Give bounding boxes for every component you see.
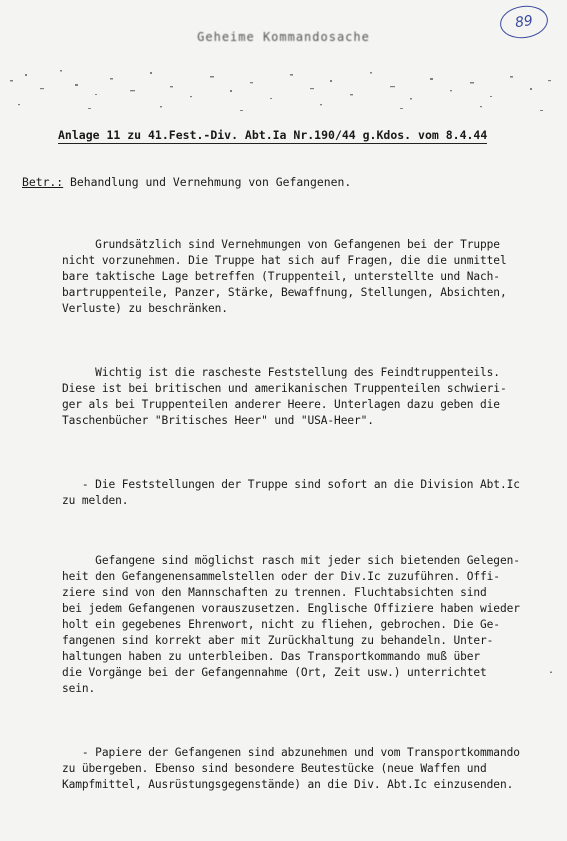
photocopy-smudge	[0, 60, 567, 124]
paragraph-unit-identification: Wichtig ist die rascheste Feststellung des Feindtruppenteils. Diese ist bei britischen und amerikanischen Truppenteilen schwieri- ger als bei Truppenteilen anderer Heere. Unterlagen dazu geben die Taschenbücher "Britisches Heer" und "USA-Heer".	[62, 366, 507, 427]
footer-mark: .	[548, 665, 555, 676]
stamp-number: 89	[514, 12, 534, 32]
paragraph-prisoner-handling: Gefangene sind möglichst rasch mit jeder sich bietenden Gelegen- heit den Gefangenensammelstellen oder der Div.Ic zuzuführen. Offi- ziere sind von den Mannschaften zu trennen. Fluchtabsichten sind bei jedem Gefangenen vorauszusetzen. Englische Offiziere haben wieder holt ein gegebenes Ehrenwort, nicht zu fliehen, gebrochen. Die Ge- fangenen sind korrekt aber mit Zurückhaltung zu behandeln. Unter- haltungen haben zu unterbleiben. Das Transportkommando muß über die Vorgänge bei der Gefangennahme (Ort, Zeit usw.) unterrichtet sein.	[62, 554, 520, 695]
paragraph-interrogation-rules: Grundsätzlich sind Vernehmungen von Gefangenen bei der Truppe nicht vorzunehmen. Die Truppe hat sich auf Fragen, die die unmittel bare taktische Lage betreffen (Truppenteil, unterstellte und Nach- bartruppenteile, Panzer, Stärke, Bewaffnung, Stellungen, Absichten, Verluste) zu beschränken.	[62, 238, 507, 315]
classification-header: Geheime Kommandosache	[197, 30, 370, 44]
subject-line	[22, 175, 351, 189]
paragraph-documents-booty: - Papiere der Gefangenen sind abzunehmen und vom Transportkommando zu übergeben. Ebenso sind besondere Beutestücke (neue Waffen und Kampfmittel, Ausrüstungsgegenstände) an die Div. Abt.Ic einzusenden.	[62, 746, 520, 791]
reference-line	[58, 128, 538, 142]
paragraph-reporting: - Die Feststellungen der Truppe sind sofort an die Division Abt.Ic zu melden.	[62, 478, 520, 507]
document-body	[62, 205, 562, 841]
subject-label: Betr.:	[22, 175, 64, 189]
subject-text: Behandlung und Vernehmung von Gefangenen.	[63, 175, 352, 189]
reference-text: Anlage 11 zu 41.Fest.-Div. Abt.Ia Nr.190/44 g.Kdos. vom 8.4.44	[58, 128, 488, 142]
